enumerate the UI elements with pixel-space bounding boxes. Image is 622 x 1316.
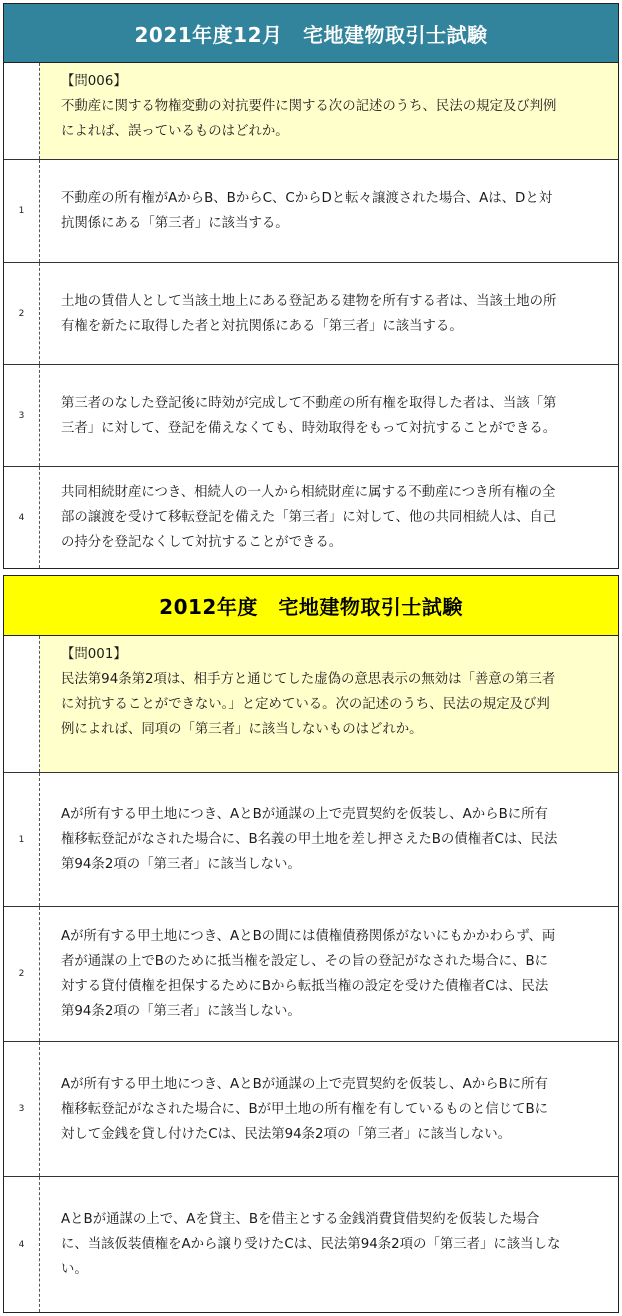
question-cell xyxy=(40,63,618,159)
question-number-cell xyxy=(4,63,40,159)
exam-title: 2012年度 宅地建物取引士試験 xyxy=(4,576,618,636)
option-text: 共同相続財産につき、相続人の一人から相続財産に属する不動産につき所有権の全 部の譲渡を受けて移転登記を備えた「第三者」に対して、他の共同相続人は、自己 の持分を登記なくして対抗することができる。 xyxy=(61,485,557,550)
question-row xyxy=(4,63,618,160)
option-text: 土地の賃借人として当該土地上にある登記ある建物を所有する者は、当該土地の所 有権を新たに取得した者と対抗関係にある「第三者」に該当する。 xyxy=(61,293,557,334)
question-cell xyxy=(40,636,618,772)
option-text: 不動産の所有権がAからB、BからC、CからDと転々譲渡された場合、Aは、Dと対 抗関係にある「第三者」に該当する。 xyxy=(61,191,553,231)
option-row-3 xyxy=(4,365,618,467)
option-row-4 xyxy=(4,1177,618,1312)
option-number: 3 xyxy=(4,365,40,466)
option-number: 3 xyxy=(4,1042,40,1176)
question-text: 不動産に関する物権変動の対抗要件に関する次の記述のうち、民法の規定及び判例 によれば、誤っているものはどれか。 xyxy=(61,99,557,139)
option-row-2 xyxy=(4,263,618,365)
question-label: 【問006】 xyxy=(61,74,127,89)
option-number: 1 xyxy=(4,773,40,906)
option-text: Aが所有する甲土地につき、AとBの間には債権債務関係がないにもかかわらず、両 者が通謀の上でBのために抵当権を設定し、その旨の登記がなされた場合に、Bに 対する貸付債権を担保するためにBから転抵当権の設定を受けた債権者Cは、民法 第94条2項の「第三者」に該当しない。 xyxy=(61,929,556,1019)
option-number: 2 xyxy=(4,907,40,1041)
question-label: 【問001】 xyxy=(61,647,127,662)
option-row-3 xyxy=(4,1042,618,1177)
option-number: 2 xyxy=(4,263,40,364)
question-text: 民法第94条第2項は、相手方と通じてした虚偽の意思表示の無効は「善意の第三者 に対抗することができない。」と定めている。次の記述のうち、民法の規定及び判 例によれば、同項の「第三者」に該当しないものはどれか。 xyxy=(61,672,556,737)
option-text: AとBが通謀の上で、Aを貸主、Bを借主とする金銭消費貸借契約を仮装した場合 に、当該仮装債権をAから譲り受けたCは、民法第94条2項の「第三者」に該当しな い。 xyxy=(61,1212,561,1277)
exam-block-2012 xyxy=(3,575,619,1313)
option-number: 1 xyxy=(4,160,40,262)
question-number-cell xyxy=(4,636,40,772)
option-row-1 xyxy=(4,160,618,263)
option-row-1 xyxy=(4,773,618,907)
exam-block-2021 xyxy=(3,3,619,569)
option-row-2 xyxy=(4,907,618,1042)
option-text: 第三者のなした登記後に時効が完成して不動産の所有権を取得した者は、当該「第 三者」に対して、登記を備えなくても、時効取得をもって対抗することができる。 xyxy=(61,395,557,436)
option-text: Aが所有する甲土地につき、AとBが通謀の上で売買契約を仮装し、AからBに所有 権移転登記がなされた場合に、Bが甲土地の所有権を有しているものと信じてBに 対して金銭を貸し付けたCは、民法第94条2項の「第三者」に該当しない。 xyxy=(61,1076,549,1142)
option-number: 4 xyxy=(4,1177,40,1312)
option-text: Aが所有する甲土地につき、AとBが通謀の上で売買契約を仮装し、AからBに所有 権移転登記がなされた場合に、B名義の甲土地を差し押さえたBの債権者Cは、民法 第94条2項の「第三者」に該当しない。 xyxy=(61,807,558,872)
question-row xyxy=(4,636,618,773)
exam-title: 2021年度12月 宅地建物取引士試験 xyxy=(4,4,618,63)
option-number: 4 xyxy=(4,467,40,568)
option-row-4 xyxy=(4,467,618,568)
